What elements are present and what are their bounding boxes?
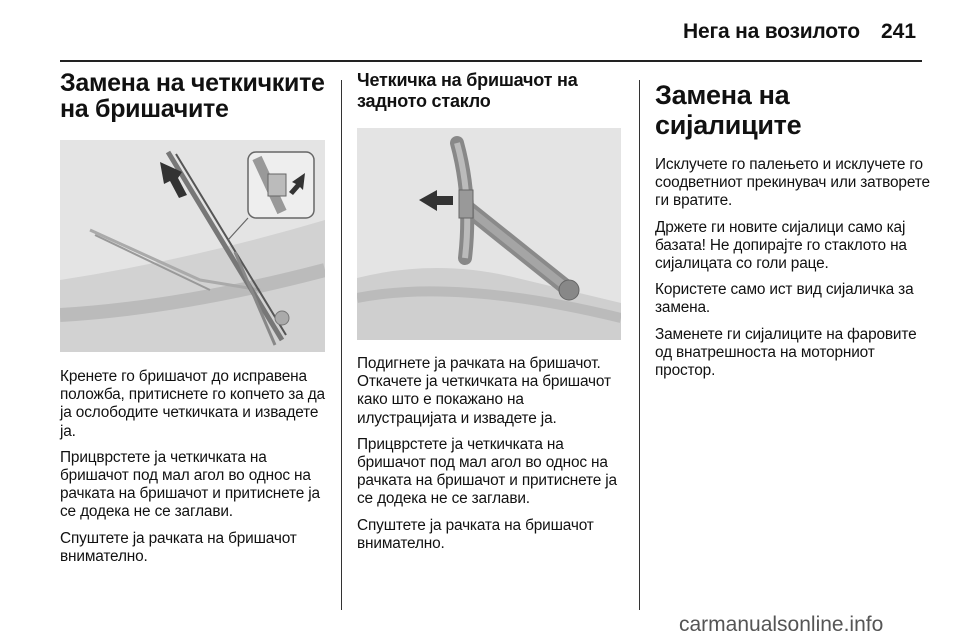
- paragraph: Држете ги новите сијалици само кај базата! Не допирајте го стаклото на сијалицата со голи раце.: [655, 218, 907, 273]
- paragraph: Прицврстете ја четкичката на бришачот под мал агол во однос на рачката на бришачот и притиснете ја се додека не се заглави.: [60, 448, 320, 521]
- paragraph: Заменете ги сијалиците на фаровите од внатрешноста на моторниот простор.: [655, 325, 917, 380]
- rear-wiper-illustration: [357, 128, 621, 340]
- header-divider: [60, 60, 922, 62]
- paragraph: Исклучете го палењето и исклучете го соодветниот прекинувач или затворете ги вратите.: [655, 156, 930, 210]
- column-rear-wiper: [357, 70, 625, 561]
- column-divider-1: [341, 80, 342, 610]
- column-wiper-blades: [60, 70, 325, 574]
- section-heading-rear-wiper: Четкичка на бришачот на задното стакло: [357, 70, 578, 111]
- column-divider-2: [639, 80, 640, 610]
- paragraph: Користете само ист вид сијаличка за замена.: [655, 281, 914, 317]
- watermark: carmanualsonline.info: [679, 613, 884, 636]
- header-title: Нега на возилото: [683, 20, 860, 43]
- rear-wiper-figure: [357, 128, 621, 340]
- page-header: [0, 0, 960, 62]
- paragraph: Прицврстете ја четкичката на бришачот под мал агол во однос на рачката на бришачот и притиснете ја се додека не се заглави.: [357, 435, 617, 508]
- paragraph: Спуштете ја рачката на бришачот внимателно.: [357, 516, 594, 552]
- paragraph: Спуштете ја рачката на бришачот внимателно.: [60, 529, 297, 565]
- wiper-blade-figure: [60, 140, 325, 352]
- section-heading-bulbs: Замена на сијалиците: [655, 80, 802, 140]
- column-bulb-replacement: [655, 70, 930, 388]
- paragraph: Подигнете ја рачката на бришачот. Откачете ја четкичката на бришачот како што е покажано на илустрацијата и извадете ја.: [357, 355, 611, 427]
- page-number: 241: [881, 20, 917, 43]
- paragraph: Кренете го бришачот до исправена положба, притиснете го копчето за да ја ослободите четкичката и извадете ја.: [60, 368, 325, 440]
- windscreen-wiper-illustration: [60, 140, 325, 352]
- section-heading-wiper-blades: Замена на четкичките на бришачите: [60, 69, 325, 123]
